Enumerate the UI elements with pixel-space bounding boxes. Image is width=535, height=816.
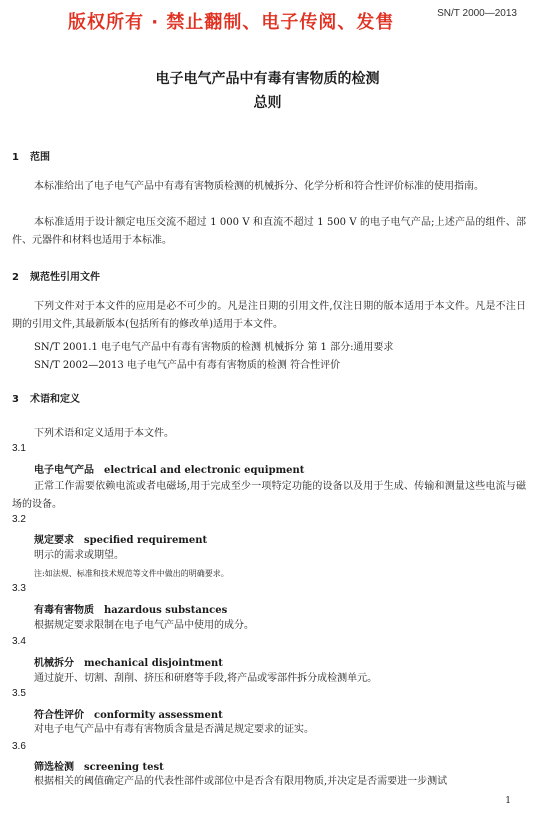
term <box>34 706 223 721</box>
term <box>34 654 223 669</box>
section-title: 范围 <box>30 152 50 163</box>
term-zh: 机械拆分 <box>34 658 74 669</box>
clause-number: 3.6 <box>12 741 26 752</box>
normative-reference: SN/T 2002—2013 电子电气产品中有毒有害物质的检测 符合性评价 <box>34 360 341 371</box>
term-zh: 筛选检测 <box>34 762 74 773</box>
term-en: conformity assessment <box>94 710 223 721</box>
term-zh: 符合性评价 <box>34 710 84 721</box>
term-en: hazardous substances <box>104 605 228 616</box>
term-definition: 明示的需求或期望。 <box>34 550 124 561</box>
section-number: 2 <box>12 272 19 283</box>
term-en: mechanical disjointment <box>84 658 223 669</box>
term <box>34 601 227 616</box>
term-en: specified requirement <box>84 535 208 546</box>
clause-number: 3.5 <box>12 688 26 699</box>
term-definition: 对电子电气产品中有毒有害物质含量是否满足规定要求的证实。 <box>34 724 314 735</box>
term <box>34 531 207 546</box>
paragraph: 本标准适用于设计额定电压交流不超过 1 000 V 和直流不超过 1 500 V 的电子电气产品;上述产品的组件、部件、元器件和材料也适用于本标准。 <box>12 217 526 246</box>
term-definition: 正常工作需要依赖电流或者电磁场,用于完成至少一项特定功能的设备以及用于生成、传输和测量这些电流与磁场的设备。 <box>12 481 526 510</box>
term-definition: 根据规定要求限制在电子电气产品中使用的成分。 <box>34 620 254 631</box>
paragraph: 下列术语和定义适用于本文件。 <box>34 428 174 439</box>
term-zh: 电子电气产品 <box>34 465 94 476</box>
copyright-watermark: 版权所有 · 禁止翻制、电子传阅、发售 <box>68 12 395 33</box>
clause-number: 3.4 <box>12 636 26 647</box>
document-subtitle: 总则 <box>253 95 282 111</box>
term-zh: 有毒有害物质 <box>34 605 94 616</box>
term-en: electrical and electronic equipment <box>104 465 305 476</box>
section-number: 3 <box>12 394 19 405</box>
section-title: 规范性引用文件 <box>30 272 100 283</box>
section-2-heading <box>12 268 100 283</box>
page-number: 1 <box>505 796 511 806</box>
term-definition: 通过旋开、切割、刮削、挤压和研磨等手段,将产品或零部件拆分成检测单元。 <box>34 673 378 684</box>
term <box>34 461 304 476</box>
section-title: 术语和定义 <box>30 394 80 405</box>
section-number: 1 <box>12 152 19 163</box>
section-3-heading <box>12 390 80 405</box>
clause-number: 3.3 <box>12 583 26 594</box>
term-definition: 根据相关的阈值确定产品的代表性部件或部位中是否含有限用物质,并决定是否需要进一步测试 <box>34 776 448 787</box>
document-title: 电子电气产品中有毒有害物质的检测 <box>155 71 380 87</box>
term-note: 注:如法规、标准和技术规范等文件中做出的明确要求。 <box>34 569 229 578</box>
clause-number: 3.2 <box>12 514 26 525</box>
term <box>34 758 164 773</box>
normative-reference: SN/T 2001.1 电子电气产品中有毒有害物质的检测 机械拆分 第 1 部分:通用要求 <box>34 342 394 353</box>
clause-number: 3.1 <box>12 443 26 454</box>
term-en: screening test <box>84 762 164 773</box>
standard-code: SN/T 2000—2013 <box>437 8 517 19</box>
section-1-heading <box>12 148 50 163</box>
paragraph: 本标准给出了电子电气产品中有毒有害物质检测的机械拆分、化学分析和符合性评价标准的使用指南。 <box>34 181 484 192</box>
paragraph: 下列文件对于本文件的应用是必不可少的。凡是注日期的引用文件,仅注日期的版本适用于本文件。凡是不注日期的引用文件,其最新版本(包括所有的修改单)适用于本文件。 <box>12 301 526 330</box>
term-zh: 规定要求 <box>34 535 74 546</box>
